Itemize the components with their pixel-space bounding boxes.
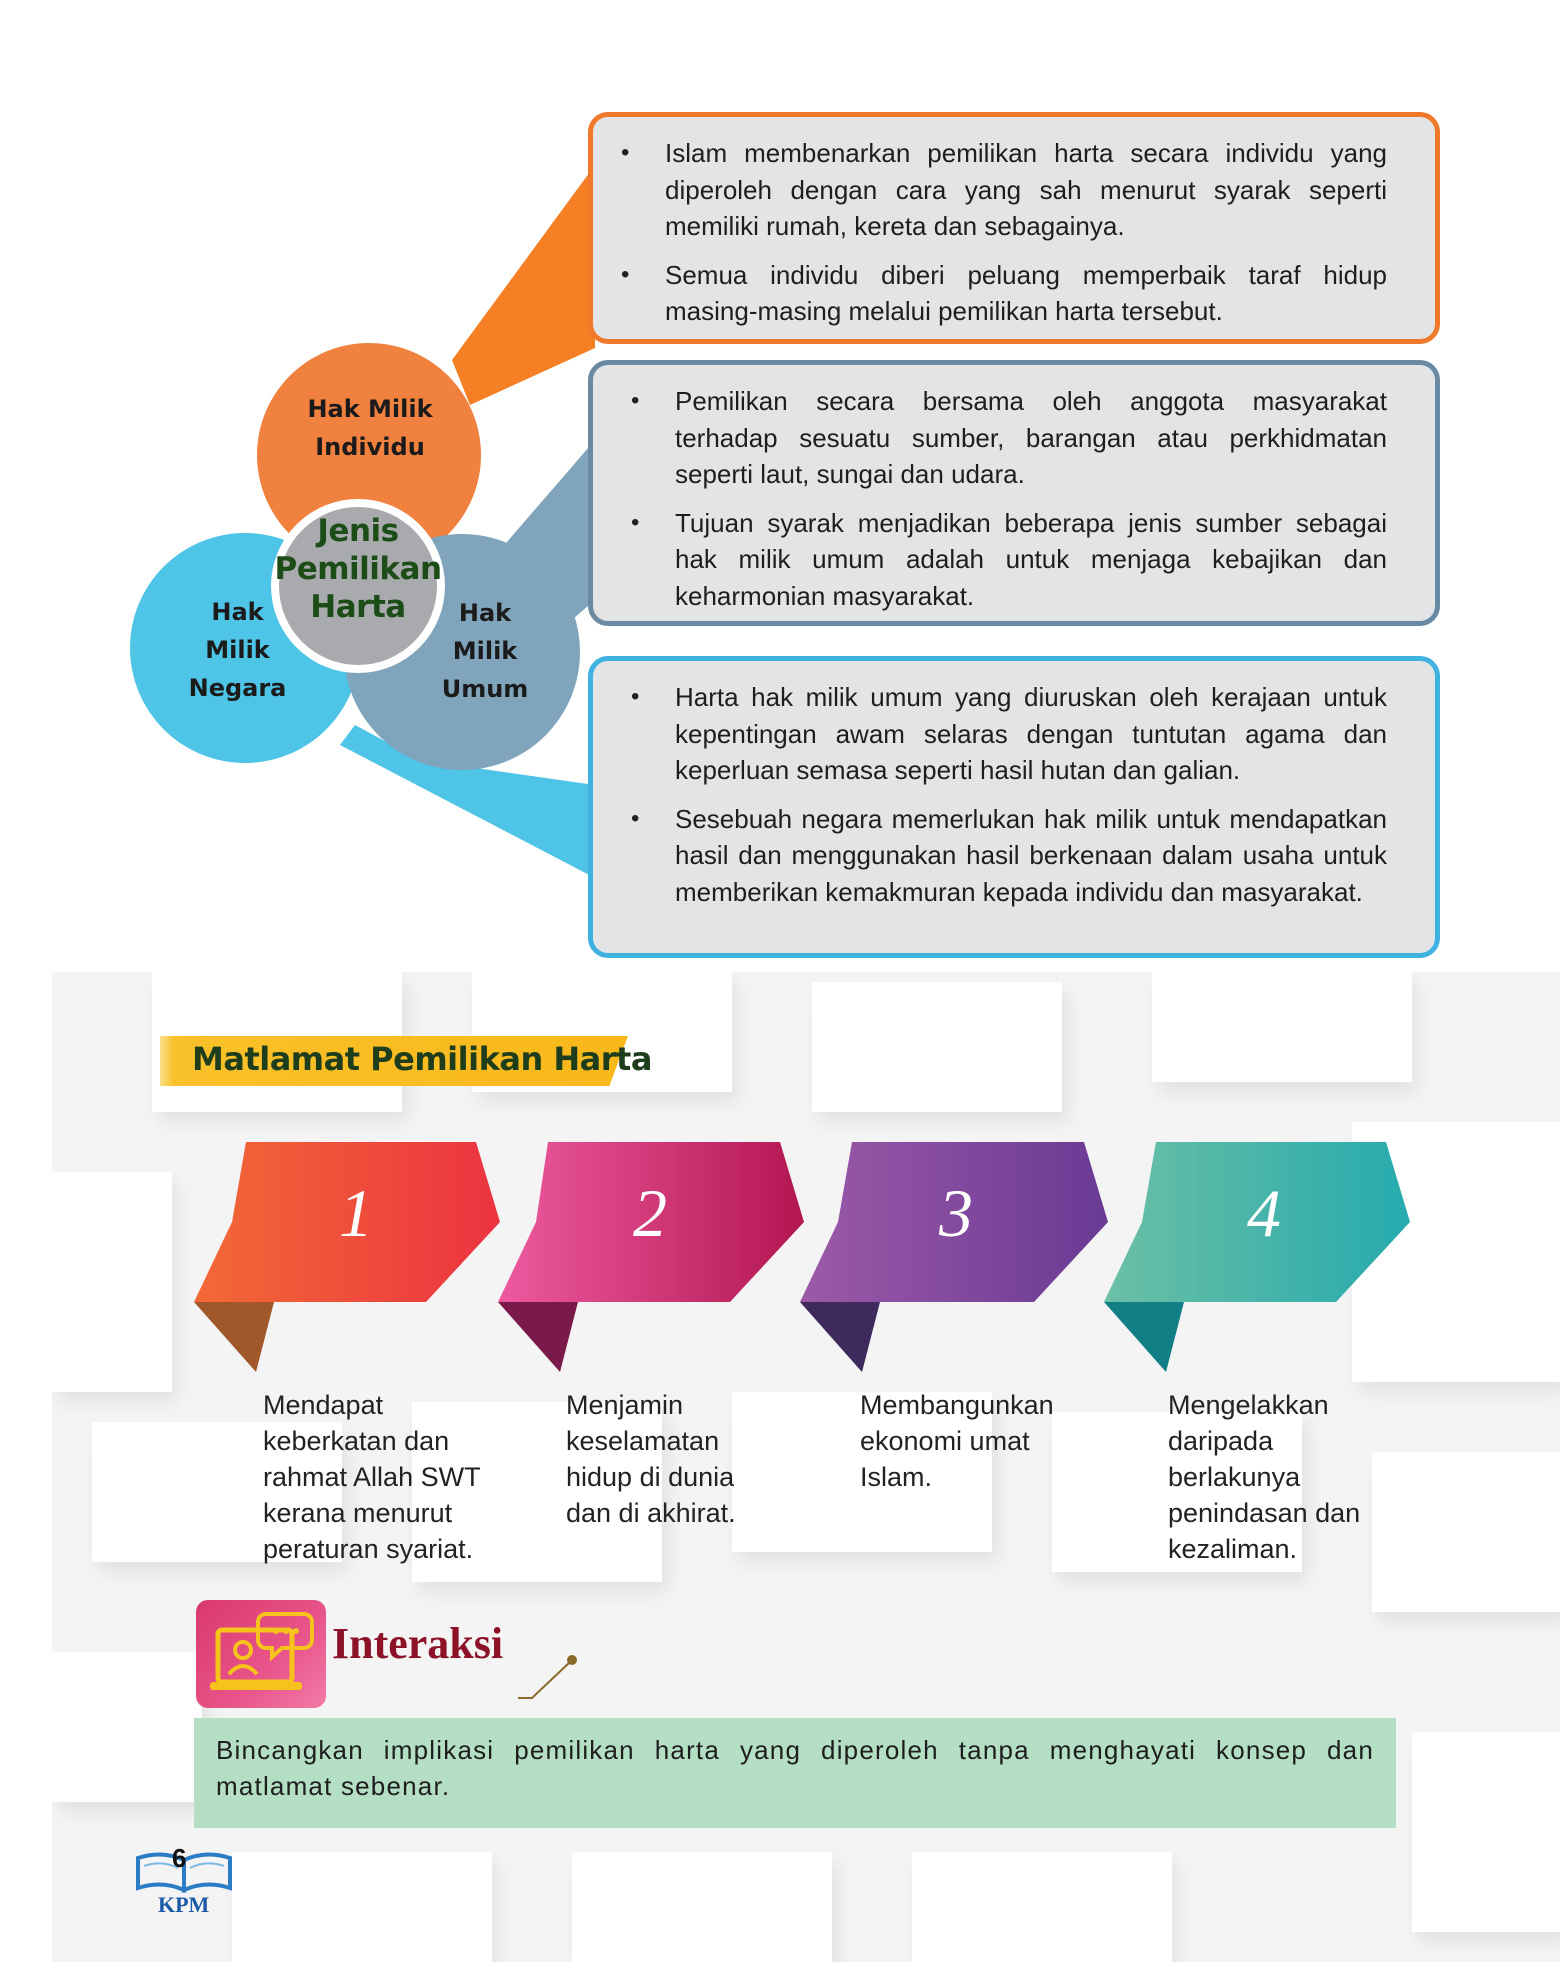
label-jenis-pemilikan-harta: Jenis Pemilikan Harta <box>274 513 442 625</box>
interaksi-question: Bincangkan implikasi pemilikan harta yang diperoleh tanpa menghayati konsep dan matlamat sebenar. <box>216 1735 1374 1801</box>
step-3-number: 3 <box>939 1175 973 1251</box>
step-1-number: 1 <box>339 1175 373 1251</box>
step-1-fold <box>194 1302 274 1372</box>
book-logo-icon <box>132 1838 242 1898</box>
bullet-item: • Harta hak milik umum yang diuruskan oleh kerajaan untuk kepentingan awam selaras dengan tuntutan agama dan keperluan semasa seperti hasil hutan dan galian. <box>675 679 1387 789</box>
bullet-item: • Sesebuah negara memerlukan hak milik untuk mendapatkan hasil dan menggunakan hasil berkenaan dalam usaha untuk memberikan kemakmuran kepada individu dan masyarakat. <box>675 801 1387 911</box>
step-1-description: Mendapat keberkatan dan rahmat Allah SWT kerana menurut peraturan syariat. <box>263 1390 481 1564</box>
interaksi-presentation-icon <box>196 1600 326 1708</box>
interaksi-connector <box>518 1662 570 1698</box>
bullet-item: • Tujuan syarak menjadikan beberapa jenis sumber sebagai hak milik umum adalah untuk menjaga kebajikan dan keharmonian masyarakat. <box>675 505 1387 615</box>
step-2-number: 2 <box>633 1175 667 1251</box>
step-3-description: Membangunkan ekonomi umat Islam. <box>860 1390 1054 1492</box>
step-4-fold <box>1104 1302 1184 1372</box>
bullet-item: • Islam membenarkan pemilikan harta secara individu yang diperoleh dengan cara yang sah menurut syarak seperti memiliki rumah, kereta dan sebagainya. <box>665 135 1387 245</box>
bullet-item: • Semua individu diberi peluang memperbaik taraf hidup masing-masing melalui pemilikan harta tersebut. <box>665 257 1387 330</box>
section-title: Matlamat Pemilikan Harta <box>192 1040 652 1078</box>
label-hak-milik-individu: Hak Milik Individu <box>307 395 433 461</box>
interaksi-title: Interaksi <box>332 1619 504 1668</box>
label-hak-milik-umum: Hak Milik Umum <box>441 599 529 703</box>
step-4-description: Mengelakkan daripada berlakunya penindasan dan kezaliman. <box>1168 1390 1361 1564</box>
interaksi-connector-dot <box>567 1655 577 1665</box>
page-number: 6 <box>172 1843 187 1873</box>
step-4-number: 4 <box>1247 1175 1281 1251</box>
step-2-description: Menjamin keselamatan hidup di dunia dan di akhirat. <box>566 1390 736 1528</box>
bullet-item: • Pemilikan secara bersama oleh anggota masyarakat terhadap sesuatu sumber, barangan atau perkhidmatan seperti laut, sungai dan udara. <box>675 383 1387 493</box>
interaksi-box <box>194 1718 1396 1828</box>
label-hak-milik-negara: Hak Milik Negara <box>188 598 287 702</box>
kpm-logo-text: KPM <box>158 1892 210 1917</box>
step-3-fold <box>800 1302 880 1372</box>
step-2-fold <box>498 1302 578 1372</box>
